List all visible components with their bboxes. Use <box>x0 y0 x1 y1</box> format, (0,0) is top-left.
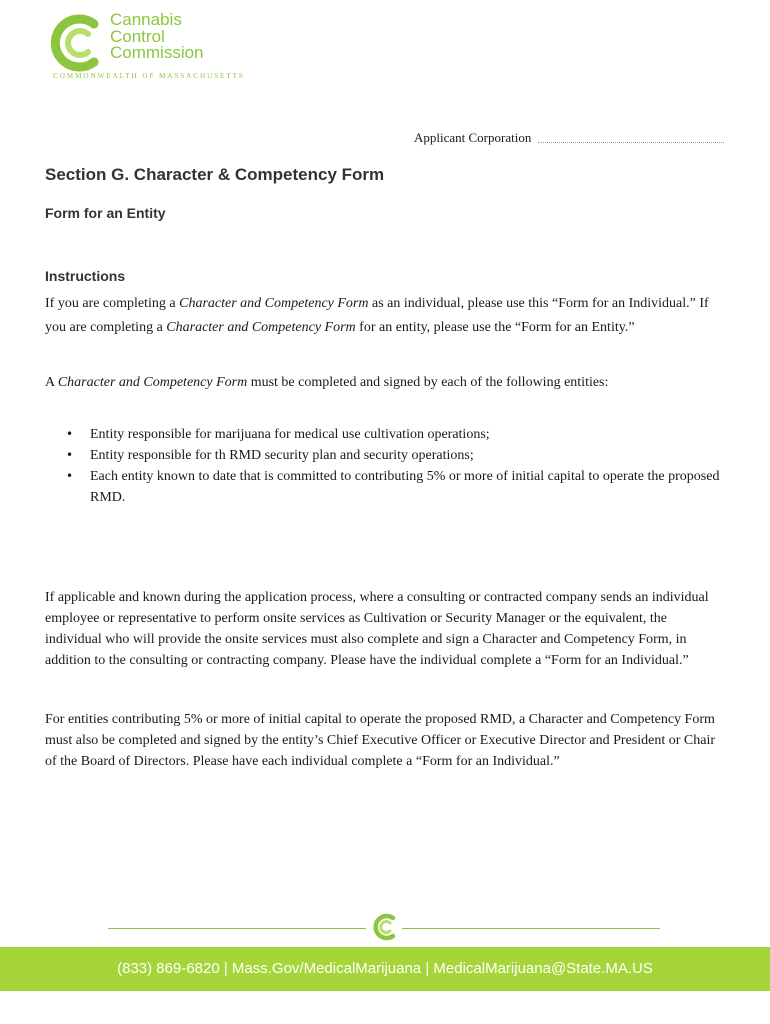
logo-subtitle: COMMONWEALTH OF MASSACHUSETTS <box>53 72 245 80</box>
footer-logo-icon <box>368 912 400 942</box>
footer-divider-left <box>108 928 366 929</box>
entity-list <box>63 424 723 508</box>
commission-logo-icon <box>46 12 108 74</box>
applicant-corporation-field[interactable] <box>538 142 724 143</box>
commission-logo <box>46 12 246 82</box>
requirement-paragraph: A Character and Competency Form must be completed and signed by each of the following entities: <box>45 375 609 390</box>
instructions-heading: Instructions <box>45 268 126 284</box>
list-item: • Entity responsible for marijuana for medical use cultivation operations; <box>63 424 723 445</box>
section-title: Section G. Character & Competency Form <box>45 165 385 184</box>
footer-divider-right <box>402 928 660 929</box>
instructions-paragraph: If you are completing a Character and Competency Form as an individual, please use this “Form for an Individual.” If you are completing a Character and Competency Form for an entity, please use the “Form for an Entity.” <box>45 296 709 335</box>
footer-bar <box>0 947 770 991</box>
logo-wordmark: Cannabis Control Commission <box>110 10 204 62</box>
list-item: • Each entity known to date that is committed to contributing 5% or more of initial capital to operate the proposed RMD. <box>63 466 723 508</box>
list-item: • Entity responsible for th RMD security plan and security operations; <box>63 445 723 466</box>
applicant-corporation-label: Applicant Corporation <box>414 130 532 145</box>
consulting-paragraph: If applicable and known during the application process, where a consulting or contracted company sends an individual employee or representative to perform onsite services as Cultivation or Security Manager or the equivalent, the individual who will provide the onsite services must also complete and sign a Character and Competency Form, in addition to the consulting or contracting company. Please have the individual complete a “Form for an Individual.” <box>45 590 709 668</box>
capital-paragraph: For entities contributing 5% or more of initial capital to operate the proposed RMD, a Character and Competency Form must also be completed and signed by the entity’s Chief Executive Officer or Executive Director and President or Chair of the Board of Directors. Please have each individual complete a “Form for an Individual.” <box>45 712 715 769</box>
form-type-heading: Form for an Entity <box>45 205 166 221</box>
footer-contact: (833) 869-6820 | Mass.Gov/MedicalMarijuana | MedicalMarijuana@State.MA.US <box>117 960 653 977</box>
